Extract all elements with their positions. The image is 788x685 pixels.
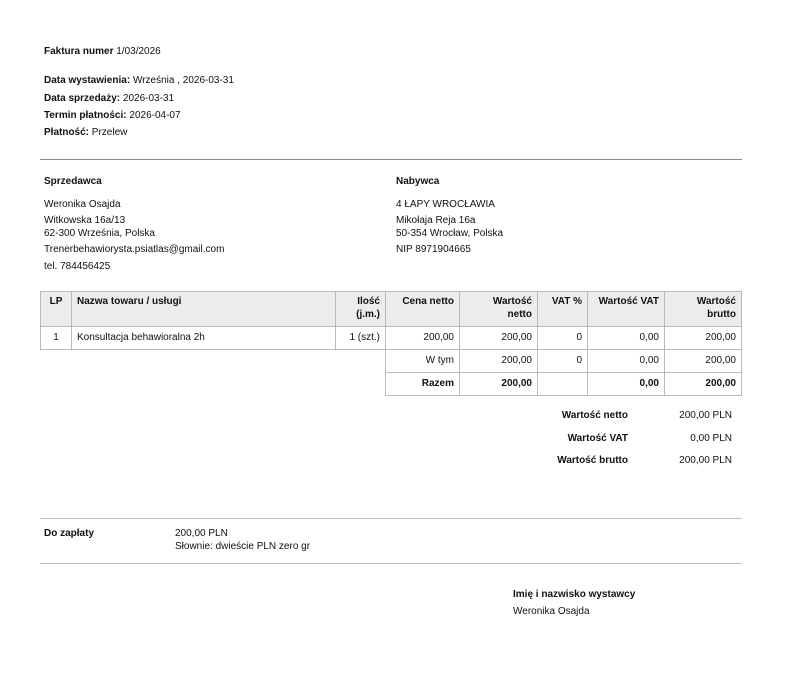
amount-due-label: Do zapłaty (44, 528, 95, 539)
col-header-net-value-line2: netto (507, 309, 532, 320)
col-header-gross-line2: brutto (707, 309, 736, 320)
cell-gross: 200,00 (665, 327, 742, 350)
cell-vat-pct: 0 (538, 327, 588, 350)
razem-vat-pct (538, 373, 588, 396)
due-date (44, 110, 181, 121)
wtym-vat-pct: 0 (538, 350, 588, 373)
buyer-heading: Nabywca (396, 176, 440, 187)
col-header-qty-line1: Ilość (357, 296, 380, 307)
payment-method-value: Przelew (91, 127, 128, 138)
buyer-name: 4 ŁAPY WROCŁAWIA (396, 198, 495, 210)
cell-net-price: 200,00 (386, 327, 460, 350)
table-header-row (41, 292, 742, 327)
col-header-qty (336, 292, 386, 327)
razem-gross: 200,00 (665, 373, 742, 396)
wtym-gross: 200,00 (665, 350, 742, 373)
wtym-row (41, 350, 742, 373)
total-gross-value: 200,00 PLN (679, 455, 732, 466)
col-header-net-value (460, 292, 538, 327)
total-vat-label: Wartość VAT (567, 432, 628, 444)
razem-vat-value: 0,00 (588, 373, 665, 396)
col-header-name: Nazwa towaru / usługi (72, 292, 336, 327)
seller-city: 62-300 Września, Polska (44, 227, 155, 239)
cell-qty: 1 (szt.) (336, 327, 386, 350)
cell-net-value: 200,00 (460, 327, 538, 350)
items-table (40, 291, 742, 396)
wtym-vat-value: 0,00 (588, 350, 665, 373)
razem-spacer (41, 373, 386, 396)
total-net-value: 200,00 PLN (679, 410, 732, 421)
col-header-vat-value: Wartość VAT (588, 292, 665, 327)
issuer-label: Imię i nazwisko wystawcy (513, 589, 636, 600)
col-header-gross (665, 292, 742, 327)
col-header-gross-line1: Wartość (696, 296, 736, 307)
table-row (41, 327, 742, 350)
buyer-city: 50-354 Wrocław, Polska (396, 227, 504, 239)
payment-method-label: Płatność: (44, 127, 90, 138)
payment-bottom-divider (40, 563, 742, 564)
header-divider (40, 159, 742, 160)
sale-date (44, 93, 174, 104)
cell-name: Konsultacja behawioralna 2h (72, 327, 336, 350)
sale-date-value: 2026-03-31 (122, 93, 175, 104)
due-date-label: Termin płatności: (44, 110, 127, 121)
seller-heading: Sprzedawca (44, 176, 102, 187)
buyer-block (396, 176, 726, 257)
wtym-label: W tym (386, 350, 460, 373)
invoice-title (44, 46, 161, 57)
seller-email[interactable]: Trenerbehawiorysta.psiatlas@gmail.com (44, 244, 225, 255)
seller-name: Weronika Osajda (44, 198, 121, 210)
wtym-net-value: 200,00 (460, 350, 538, 373)
total-gross-label: Wartość brutto (557, 455, 628, 466)
total-vat-value: 0,00 PLN (690, 432, 732, 444)
col-header-qty-line2: (j.m.) (356, 309, 380, 320)
col-header-lp: LP (41, 292, 72, 327)
issue-date (44, 75, 234, 86)
buyer-street: Mikołaja Reja 16a (396, 215, 476, 226)
issue-date-label: Data wystawienia: (44, 75, 131, 86)
cell-vat-value: 0,00 (588, 327, 665, 350)
issuer-name: Weronika Osajda (513, 606, 590, 617)
amount-due-value: 200,00 PLN (175, 528, 228, 539)
cell-lp: 1 (41, 327, 72, 350)
total-net-row (480, 405, 740, 428)
razem-row (41, 373, 742, 396)
payment-method (44, 127, 127, 138)
due-date-value: 2026-04-07 (129, 110, 181, 121)
invoice-title-label: Faktura numer (44, 46, 114, 57)
razem-net-value: 200,00 (460, 373, 538, 396)
invoice-number: 1/03/2026 (116, 46, 161, 57)
buyer-nip: NIP 8971904665 (396, 244, 471, 255)
sale-date-label: Data sprzedaży: (44, 93, 121, 104)
totals-summary (480, 405, 740, 473)
seller-street: Witkowska 16a/13 (44, 215, 126, 226)
wtym-spacer (41, 350, 386, 373)
amount-due-words: Słownie: dwieście PLN zero gr (175, 541, 311, 552)
seller-phone: tel. 784456425 (44, 260, 111, 272)
col-header-net-value-line1: Wartość (492, 296, 532, 307)
total-net-label: Wartość netto (561, 410, 628, 421)
payment-top-divider (40, 518, 742, 519)
col-header-net-price: Cena netto (386, 292, 460, 327)
col-header-vat-pct: VAT % (538, 292, 588, 327)
razem-label: Razem (386, 373, 460, 396)
issue-date-value: Września , 2026-03-31 (132, 75, 234, 86)
total-gross-row (480, 450, 740, 473)
seller-block (44, 176, 374, 273)
total-vat-row (480, 428, 740, 451)
